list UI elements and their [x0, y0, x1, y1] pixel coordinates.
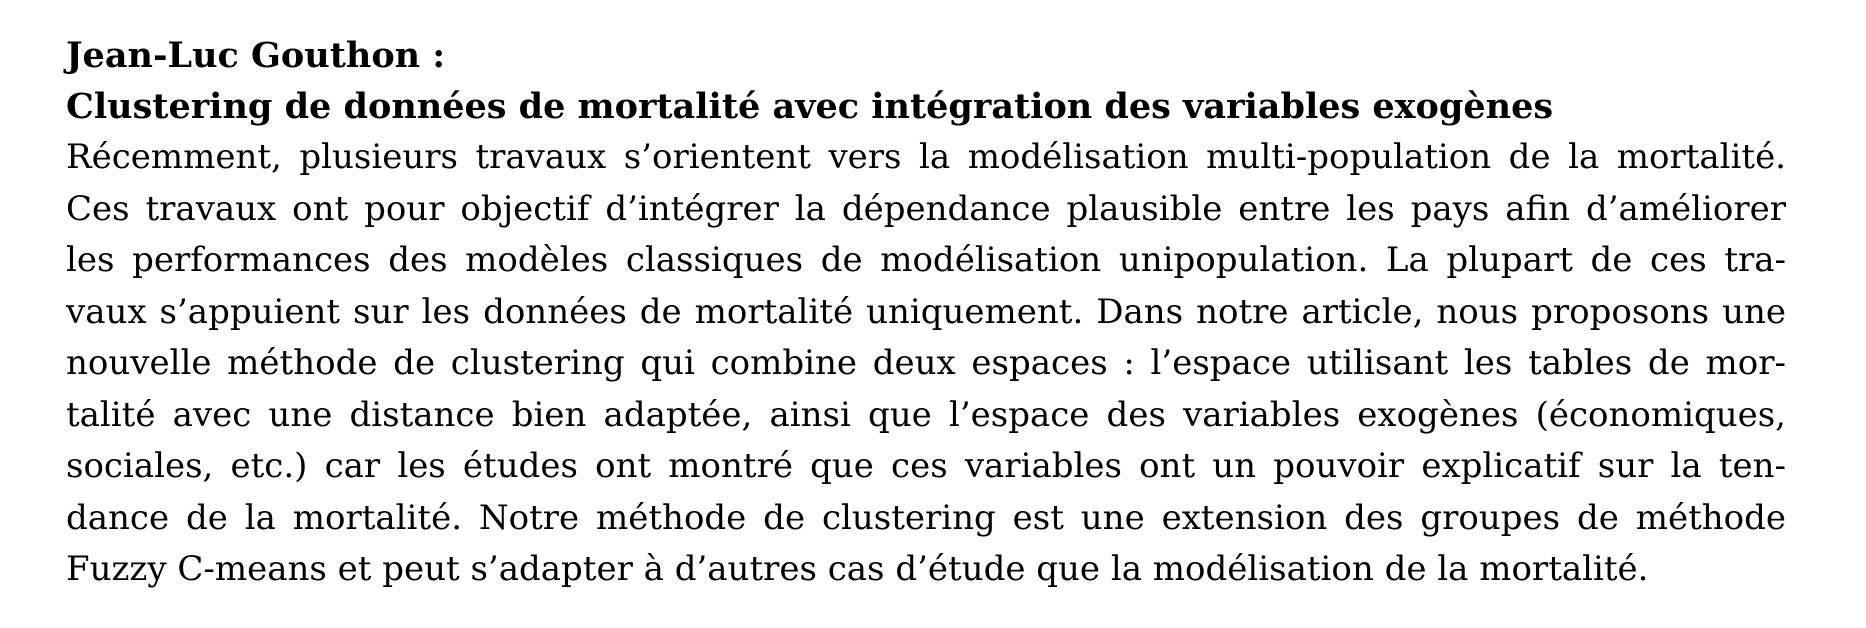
abstract-line-4: vaux s’appuient sur les données de mortalité uniquement. Dans notre article, nous proposons une	[66, 291, 1786, 332]
abstract-line-6: talité avec une distance bien adaptée, ainsi que l’espace des variables exogènes (économiques,	[66, 394, 1786, 435]
abstract-paragraph	[66, 132, 1786, 596]
abstract-line-5: nouvelle méthode de clustering qui combine deux espaces : l’espace utilisant les tables de mor-	[66, 343, 1786, 383]
paper-title: Clustering de données de mortalité avec intégration des variables exogènes	[66, 86, 1554, 127]
abstract-line-9: Fuzzy C-means et peut s’adapter à d’autres cas d’étude que la modélisation de la mortalité.	[66, 549, 1649, 589]
abstract-line-3: les performances des modèles classiques de modélisation unipopulation. La plupart de ces tra-	[66, 240, 1786, 280]
abstract-line-1: Récemment, plusieurs travaux s’orientent vers la modélisation multi-population de la mortalité.	[66, 137, 1786, 177]
abstract-line-7: sociales, etc.) car les études ont montré que ces variables ont un pouvoir explicatif sur la ten-	[66, 446, 1786, 486]
abstract-line-2: Ces travaux ont pour objectif d’intégrer la dépendance plausible entre les pays afin d’améliorer	[66, 188, 1786, 229]
document-page	[66, 30, 1786, 596]
abstract-line-8: dance de la mortalité. Notre méthode de clustering est une extension des groupes de méthode	[66, 497, 1786, 538]
author-heading: Jean-Luc Gouthon :	[66, 35, 446, 76]
